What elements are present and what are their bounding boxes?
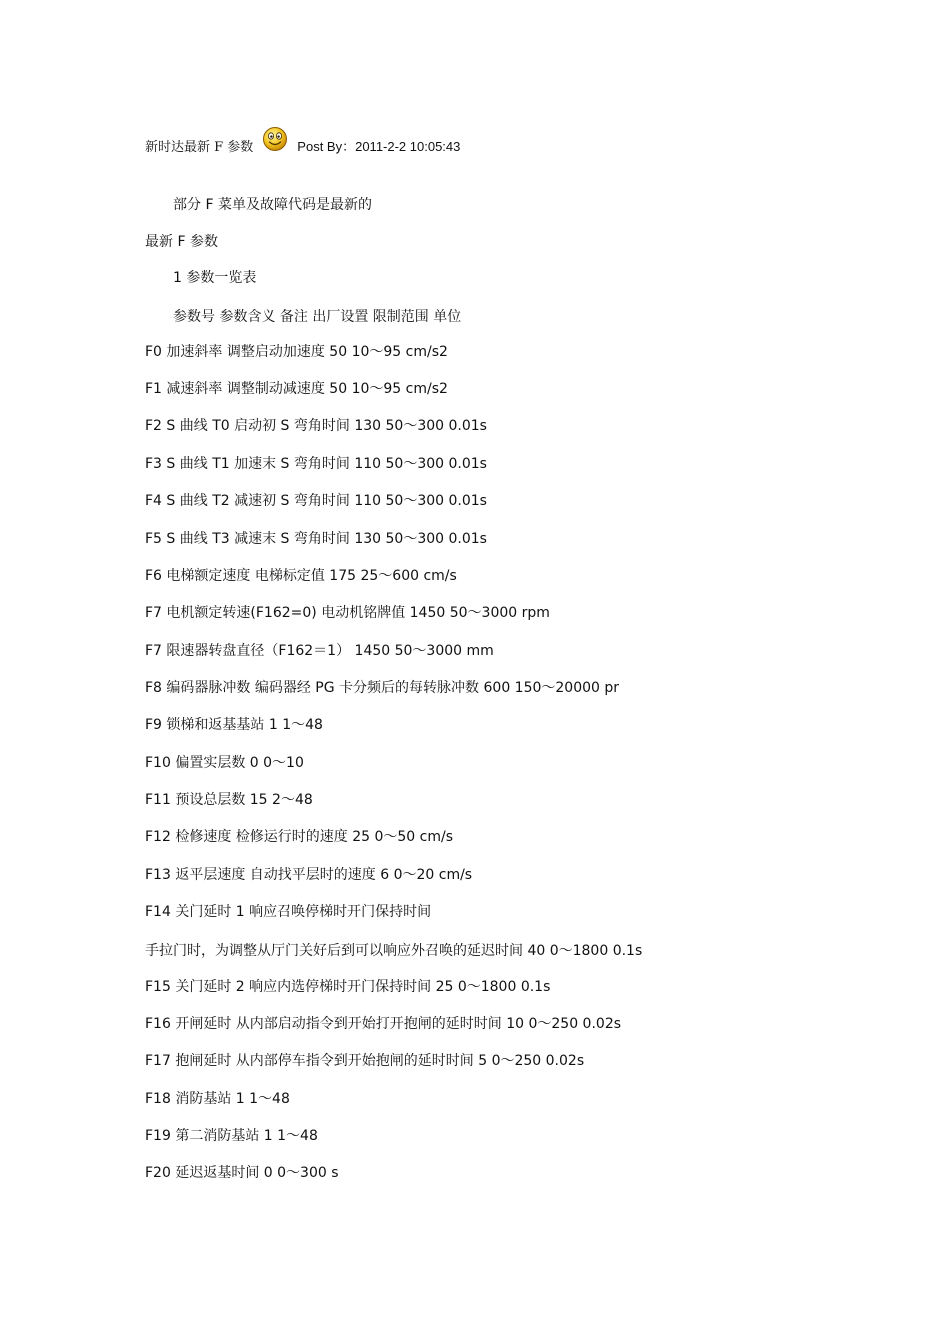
param-row: F6 电梯额定速度 电梯标定值 175 25～600 cm/s	[145, 568, 457, 584]
param-row: F2 S 曲线 T0 启动初 S 弯角时间 130 50～300 0.01s	[145, 418, 487, 434]
table-columns: 参数号 参数含义 备注 出厂设置 限制范围 单位	[173, 309, 462, 325]
param-row-continuation: 手拉门时，为调整从厅门关好后到可以响应外召唤的延迟时间 40 0～1800 0.1s	[145, 943, 643, 959]
intro-note: 部分 F 菜单及故障代码是最新的	[173, 197, 372, 213]
post-meta: Post By：2011-2-2 10:05:43	[297, 138, 461, 154]
table-title: 1 参数一览表	[173, 270, 257, 286]
section-heading: 最新 F 参数	[145, 234, 218, 250]
param-row: F16 开闸延时 从内部启动指令到开始打开抱闸的延时时间 10 0～250 0.02s	[145, 1016, 622, 1032]
param-row: F4 S 曲线 T2 减速初 S 弯角时间 110 50～300 0.01s	[145, 493, 487, 509]
param-row: F11 预设总层数 15 2～48	[145, 792, 313, 808]
param-row: F19 第二消防基站 1 1～48	[145, 1128, 318, 1144]
param-row: F18 消防基站 1 1～48	[145, 1091, 290, 1107]
param-row: F8 编码器脉冲数 编码器经 PG 卡分频后的每转脉冲数 600 150～20000 pr	[145, 680, 620, 696]
param-row: F7 限速器转盘直径（F162＝1） 1450 50～3000 mm	[145, 643, 494, 659]
param-row: F0 加速斜率 调整启动加速度 50 10～95 cm/s2	[145, 344, 448, 360]
post-title: 新时达最新 F 参数	[145, 139, 254, 155]
param-row: F7 电机额定转速(F162=0) 电动机铭牌值 1450 50～3000 rpm	[145, 605, 550, 621]
param-row: F20 延迟返基时间 0 0～300 s	[145, 1165, 339, 1181]
param-row: F5 S 曲线 T3 减速末 S 弯角时间 130 50～300 0.01s	[145, 531, 487, 547]
param-row: F14 关门延时 1 响应召唤停梯时开门保持时间	[145, 904, 432, 920]
param-row: F10 偏置实层数 0 0～10	[145, 755, 304, 771]
param-row: F1 减速斜率 调整制动减速度 50 10～95 cm/s2	[145, 381, 448, 397]
param-row: F15 关门延时 2 响应内选停梯时开门保持时间 25 0～1800 0.1s	[145, 979, 551, 995]
param-row: F12 检修速度 检修运行时的速度 25 0～50 cm/s	[145, 829, 453, 845]
param-row: F3 S 曲线 T1 加速末 S 弯角时间 110 50～300 0.01s	[145, 456, 487, 472]
smiley-face-icon	[262, 126, 288, 152]
param-row: F9 锁梯和返基基站 1 1～48	[145, 717, 323, 733]
post-header	[145, 125, 460, 165]
param-row: F17 抱闸延时 从内部停车指令到开始抱闸的延时时间 5 0～250 0.02s	[145, 1053, 585, 1069]
param-row: F13 返平层速度 自动找平层时的速度 6 0～20 cm/s	[145, 867, 473, 883]
